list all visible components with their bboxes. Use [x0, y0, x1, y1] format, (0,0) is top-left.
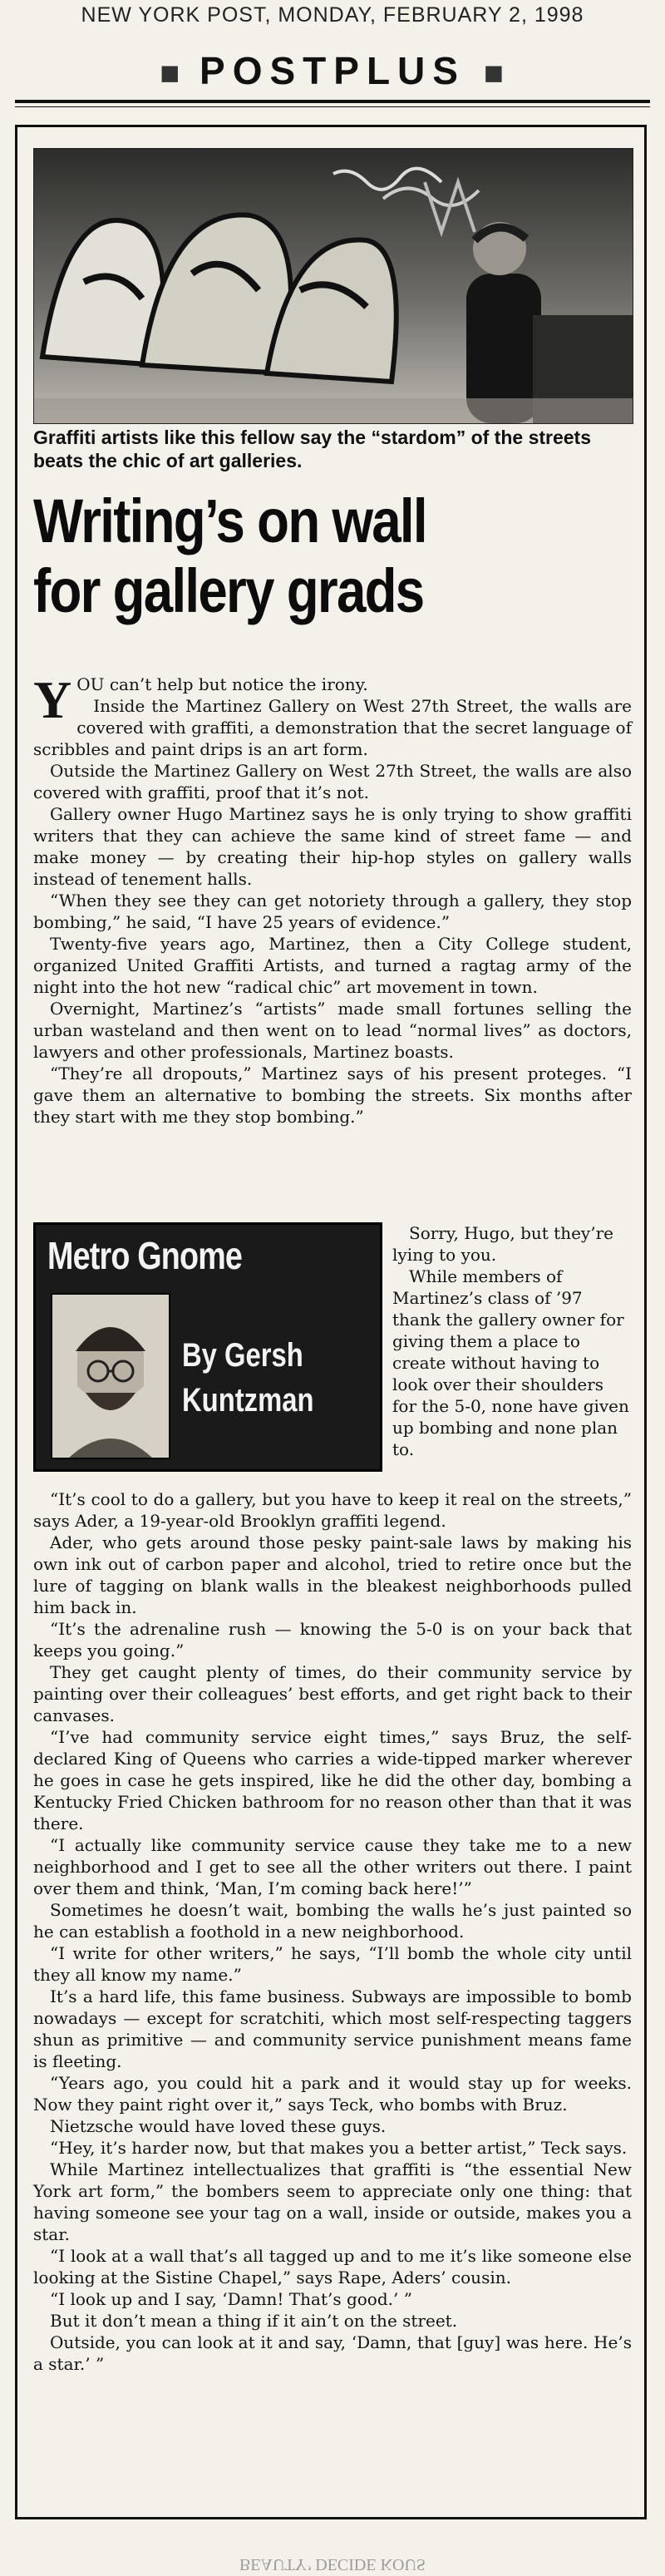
column-title: Metro Gnome [47, 1234, 243, 1277]
headline-line-2: for gallery grads [33, 556, 424, 625]
article-paragraph: Gallery owner Hugo Martinez says he is only trying to show graffiti writers that they can achieve the same kind of street fame — and make money — by creating their hip-hop styles on gallery walls instead of tenement halls. [33, 804, 632, 889]
article-wrap-column [392, 1222, 632, 1460]
byline-line-2: Kuntzman [182, 1382, 314, 1419]
headline [33, 486, 548, 626]
article-body-top [33, 670, 632, 1128]
author-portrait-image [52, 1295, 169, 1458]
article-paragraph: While members of Martinez’s class of ’97 thank the gallery owner for giving them a place to create without having to look over their shoulders for the 5-0, none have given up bombing and none plan to. [392, 1266, 629, 1459]
article-paragraph: It’s a hard life, this fame business. Subways are impossible to bomb nowadays — except for scratchiti, which most self-respecting taggers shun as primitive — and community service punishment means fame is fleeting. [33, 1986, 632, 2071]
article-paragraph: “I look up and I say, ‘Damn! That’s good.’ ” [50, 2289, 412, 2309]
section-mark-icon-right: ■ [483, 55, 505, 91]
article-paragraph: Sorry, Hugo, but they’re lying to you. [392, 1223, 613, 1265]
article-paragraph: They get caught plenty of times, do their community service by painting over their colleagues’ best efforts, and get right back to their canvases. [33, 1662, 632, 1725]
article-paragraph: “I’ve had community service eight times,” says Bruz, the self-declared King of Queens who carries a wide-tipped marker wherever he goes in case he gets inspired, like he did the other day, bombing a Kentucky Fried Chicken bathroom for no reason other than that it was there. [33, 1727, 632, 1833]
article-paragraph: “It’s the adrenaline rush — knowing the 5-0 is on your back that keeps you going.” [33, 1619, 632, 1661]
article-paragraph: But it don’t mean a thing if it ain’t on the street. [50, 2311, 458, 2331]
section-rule [15, 100, 650, 103]
dateline: NEW YORK POST, MONDAY, FEBRUARY 2, 1998 [81, 3, 584, 27]
author-photo [51, 1293, 170, 1459]
article-paragraph: Outside the Martinez Gallery on West 27th Street, the walls are also covered with graffiti, proof that it’s not. [33, 761, 632, 802]
article-paragraph: “I look at a wall that’s all tagged up and to me it’s like someone else looking at the Sistine Chapel,” says Rape, Aders’ cousin. [33, 2246, 632, 2287]
section-rule-thin [15, 106, 650, 107]
article-paragraph: “I write for other writers,” he says, “I’ll bomb the whole city until they all know my name.” [33, 1943, 632, 1985]
article-paragraph: “When they see they can get notoriety through a gallery, they stop bombing,” he said, “I have 25 years of evidence.” [33, 891, 632, 932]
article-paragraph: “Years ago, you could hit a park and it would stay up for weeks. Now they paint right over it,” says Teck, who bombs with Bruz. [33, 2073, 632, 2115]
article-paragraph: Twenty-five years ago, Martinez, then a City College student, organized United Graffiti Artists, and turned a ragtag army of the night into the hot new “radical chic” art movement in town. [33, 934, 632, 997]
column-byline [182, 1333, 339, 1423]
article-paragraph: Overnight, Martinez’s “artists” made small fortunes selling the urban wasteland and then went on to lead “normal lives” as doctors, lawyers and other professionals, Martinez boasts. [33, 999, 632, 1062]
photo-caption: Graffiti artists like this fellow say the “stardom” of the streets beats the chic of art galleries. [33, 427, 592, 471]
headline-line-1: Writing’s on wall [33, 486, 426, 555]
drop-cap: Y [33, 670, 72, 729]
graffiti-photo [33, 148, 633, 424]
article-paragraph: Sometimes he doesn’t wait, bombing the walls he’s just painted so he can establish a foothold in a new neighborhood. [33, 1900, 632, 1942]
article-paragraph: Outside, you can look at it and say, ‘Damn, that [guy] was here. He’s a star.’ ” [33, 2332, 632, 2374]
article-paragraph: Ader, who gets around those pesky paint-sale laws by making his own ink out of carbon paper and alcohol, tried to retire once but the lure of tagging on blank walls in the bleakest neighborhoods pulled him back in. [33, 1532, 632, 1617]
bleed-through-text: BEAUTY’ DECIDE KOUS [239, 2555, 426, 2574]
graffiti-photo-image [34, 149, 633, 423]
article-paragraph: “I actually like community service cause they take me to a new neighborhood and I get to see all the other writers out there. I paint over them and think, ‘Man, I’m coming back here!’” [33, 1835, 632, 1898]
section-header [0, 48, 665, 93]
article-paragraph: Nietzsche would have loved these guys. [50, 2116, 387, 2136]
article-paragraph: While Martinez intellectualizes that graffiti is “the essential New York art form,” the bombers seem to appreciate only one thing: that having someone see your tag on a wall, inside or outside, makes you a star. [33, 2159, 632, 2244]
intro-text: OU can’t help but notice the irony. [76, 674, 368, 694]
article-paragraph: “They’re all dropouts,” Martinez says of his present proteges. “I gave them an alternative to bombing the streets. Six months after they start with me they stop bombing.” [33, 1063, 632, 1127]
section-mark-icon: ■ [160, 55, 182, 91]
article-paragraph: “It’s cool to do a gallery, but you have to keep it real on the streets,” says Ader, a 19-year-old Brooklyn graffiti legend. [33, 1489, 632, 1531]
article-paragraph: “Hey, it’s harder now, but that makes you a better artist,” Teck says. [50, 2138, 628, 2158]
byline-line-1: By Gersh [182, 1337, 303, 1374]
article-body-bottom [33, 1488, 632, 2375]
article-paragraph: Inside the Martinez Gallery on West 27th Street, the walls are covered with graffiti, a demonstration that the secret language of scribbles and paint drips is an art form. [33, 696, 632, 759]
section-title: POSTPLUS [200, 49, 466, 92]
metro-gnome-column-box [33, 1222, 382, 1472]
